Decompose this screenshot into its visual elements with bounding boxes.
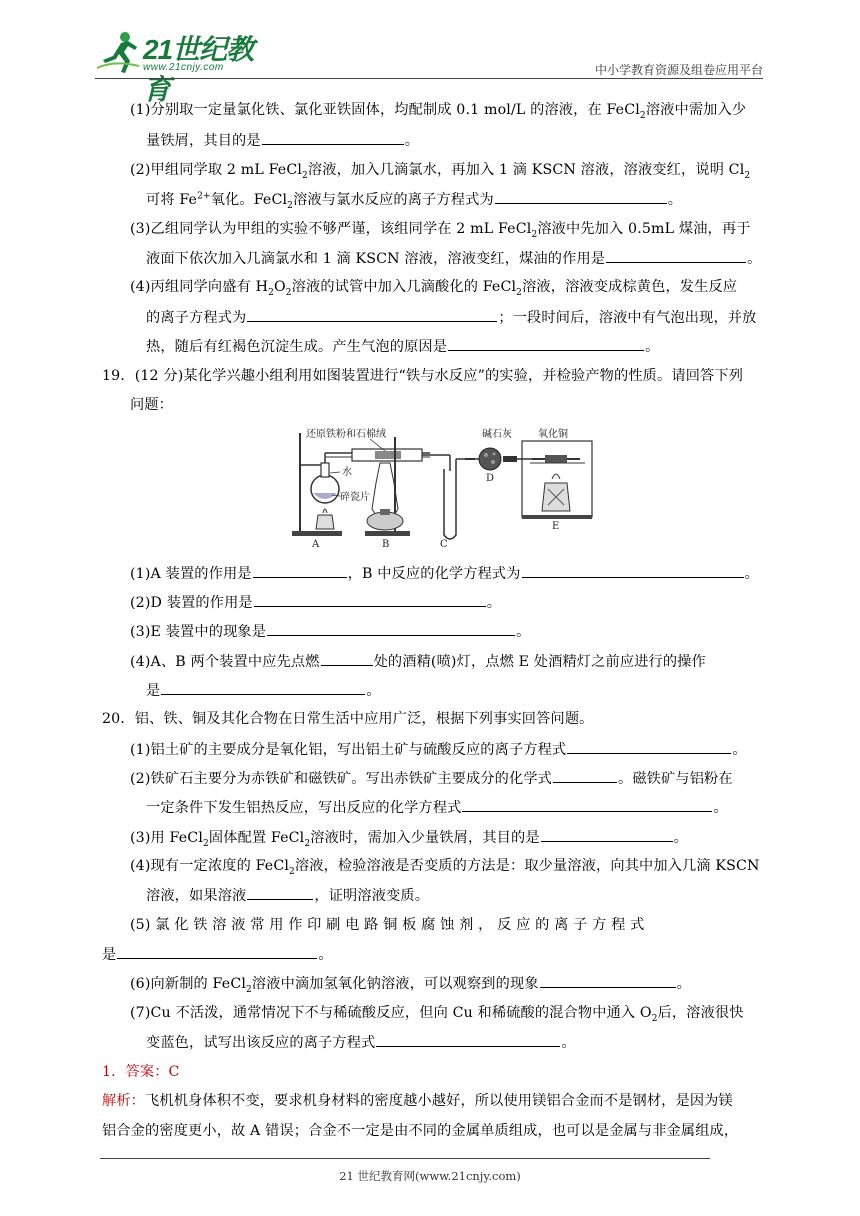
label-E: E [552, 521, 560, 532]
q20-part6: (6)向新制的 FeCl$_2$溶液中滴加氢氧化钠溶液，可以观察到的现象 。 [130, 973, 691, 994]
q19-part2: (2)D 装置的作用是 。 [130, 592, 501, 613]
q19-stem-line1: 19．(12 分)某化学兴趣小组利用如图装置进行“铁与水反应”的实验，并检验产物的性质。请回答下列 [102, 368, 744, 384]
runner-icon [95, 30, 141, 74]
q18-part2-line1: (2)甲组同学取 2 mL FeCl$_2$溶液，加入几滴氯水，再加入 1 滴 KSCN 溶液，溶液变红，说明 $Cl_2$ [130, 162, 751, 181]
answer-blank[interactable] [495, 189, 667, 204]
answer-blank[interactable] [247, 307, 497, 322]
q18-part1-line1: (1)分别取一定量氯化铁、氯化亚铁固体，均配制成 0.1 mol/L 的溶液，在 FeCl$_2$溶液中需加入少 [130, 102, 747, 121]
label-porcelain: 碎瓷片 [340, 492, 370, 503]
apparatus-diagram [290, 423, 600, 550]
q18-part3-line1: (3)乙组同学认为甲组的实验不够严谨，该组同学在 2 mL FeCl$_2$溶液中先加入 0.5mL 煤油，再于 [130, 221, 751, 240]
answer-blank[interactable] [567, 739, 731, 754]
page-footer: 21 世纪教育网(www.21cnjy.com) [339, 1169, 521, 1183]
q18-part4-line1: (4)丙组同学向盛有 $H_2O_2$溶液的试管中加入几滴酸化的 FeCl$_2$溶液，溶液变成棕黄色，发生反应 [130, 279, 738, 298]
answer-blank[interactable] [462, 797, 712, 812]
platform-name: 中小学教育资源及组卷应用平台 [594, 63, 763, 77]
q20-part4-line2: 溶液，如果溶液 ，证明溶液变质。 [146, 885, 429, 906]
label-water: 水 [342, 467, 352, 478]
q20-part2-line1: (2)铁矿石主要分为赤铁矿和磁铁矿。写出赤铁矿主要成分的化学式 。磁铁矿与铝粉在 [130, 768, 733, 789]
answer-blank[interactable] [376, 1032, 560, 1047]
q20-part7-line1: (7)Cu 不活泼，通常情况下不与稀硫酸反应，但向 Cu 和稀硫酸的混合物中通入 $O_2$后，溶液很快 [130, 1005, 744, 1024]
answer-blank[interactable] [321, 651, 373, 666]
logo-text: 21世纪教育 [143, 34, 254, 105]
q20-part5-line2: 是 。 [102, 944, 333, 965]
analysis-line1: 解析：飞机机身体积不变，要求机身材料的密度越小越好，所以使用镁铝合金而不是钢材，是因为镁 [102, 1093, 733, 1109]
q20-part5-line1: (5) 氯 化 铁 溶 液 常 用 作 印 刷 电 路 铜 板 腐 蚀 剂 ， 反 应 的 离 子 方 程 式 [130, 917, 645, 933]
label-iron-powder: 还原铁粉和石棉绒 [306, 429, 386, 440]
answer-blank[interactable] [448, 336, 644, 351]
answer-blank[interactable] [522, 563, 744, 578]
q20-part4-line1: (4)现有一定浓度的 FeCl$_2$溶液，检验溶液是否变质的方法是：取少量溶液，向其中加入几滴 KSCN [130, 858, 760, 877]
page-header [95, 28, 763, 105]
answer-blank[interactable] [161, 680, 365, 695]
label-copper-oxide: 氧化铜 [538, 429, 568, 440]
label-B: B [382, 539, 390, 550]
footer-divider [100, 1158, 710, 1159]
answer-label: 1．答案：C [102, 1064, 180, 1080]
answer-blank[interactable] [540, 973, 676, 988]
header-divider [95, 78, 763, 79]
q20-part7-line2: 变蓝色，试写出该反应的离子方程式 。 [146, 1032, 576, 1053]
answer-blank[interactable] [541, 827, 673, 842]
logo-url: www.21cnjy.com [143, 62, 224, 73]
q19-stem-line2: 问题： [130, 397, 174, 413]
q18-part4-line3: 热，随后有红褐色沉淀生成。产生气泡的原因是 。 [146, 336, 659, 357]
q20-part2-line2: 一定条件下发生铝热反应，写出反应的化学方程式 。 [146, 797, 728, 818]
q19-part3: (3)E 装置中的现象是 。 [130, 621, 530, 642]
q19-part4-line2: 是 。 [146, 680, 381, 701]
q20-stem: 20．铝、铁、铜及其化合物在日常生活中应用广泛，根据下列事实回答问题。 [102, 711, 594, 727]
label-soda-lime: 碱石灰 [482, 429, 512, 440]
analysis-line2: 铝合金的密度更小，故 A 错误；合金不一定是由不同的金属单质组成，也可以是金属与非金属组成， [102, 1123, 739, 1139]
q18-part4-line2: 的离子方程式为 ；一段时间后，溶液中有气泡出现，并放 [146, 307, 756, 328]
site-logo[interactable] [95, 28, 260, 105]
label-A: A [312, 539, 320, 550]
q18-part1-line2: 量铁屑，其目的是 。 [146, 130, 419, 151]
q19-part1: (1)A 装置的作用是 ，B 中反应的化学方程式为 。 [130, 563, 759, 584]
q20-part3: (3)用 FeCl$_2$固体配置 FeCl$_2$溶液时，需加入少量铁屑，其目的是 。 [130, 827, 688, 848]
q18-part2-line2: 可将 $Fe^{2+}$氧化。FeCl$_2$溶液与氯水反应的离子方程式为 。 [146, 189, 682, 210]
label-D: D [486, 473, 495, 484]
answer-blank[interactable] [267, 621, 515, 636]
answer-blank[interactable] [606, 248, 746, 263]
q19-part4-line1: (4)A、B 两个装置中应先点燃 处的酒精(喷)灯，点燃 E 处酒精灯之前应进行的操作 [130, 651, 706, 672]
label-C: C [440, 539, 448, 550]
answer-blank[interactable] [253, 563, 347, 578]
answer-blank[interactable] [254, 592, 486, 607]
q18-part3-line2: 液面下依次加入几滴氯水和 1 滴 KSCN 溶液，溶液变红，煤油的作用是 。 [146, 248, 761, 269]
answer-blank[interactable] [262, 130, 404, 145]
answer-blank[interactable] [117, 944, 317, 959]
answer-blank[interactable] [247, 885, 313, 900]
answer-blank[interactable] [553, 768, 617, 783]
q20-part1: (1)铝土矿的主要成分是氧化铝，写出铝土矿与硫酸反应的离子方程式 。 [130, 739, 747, 760]
